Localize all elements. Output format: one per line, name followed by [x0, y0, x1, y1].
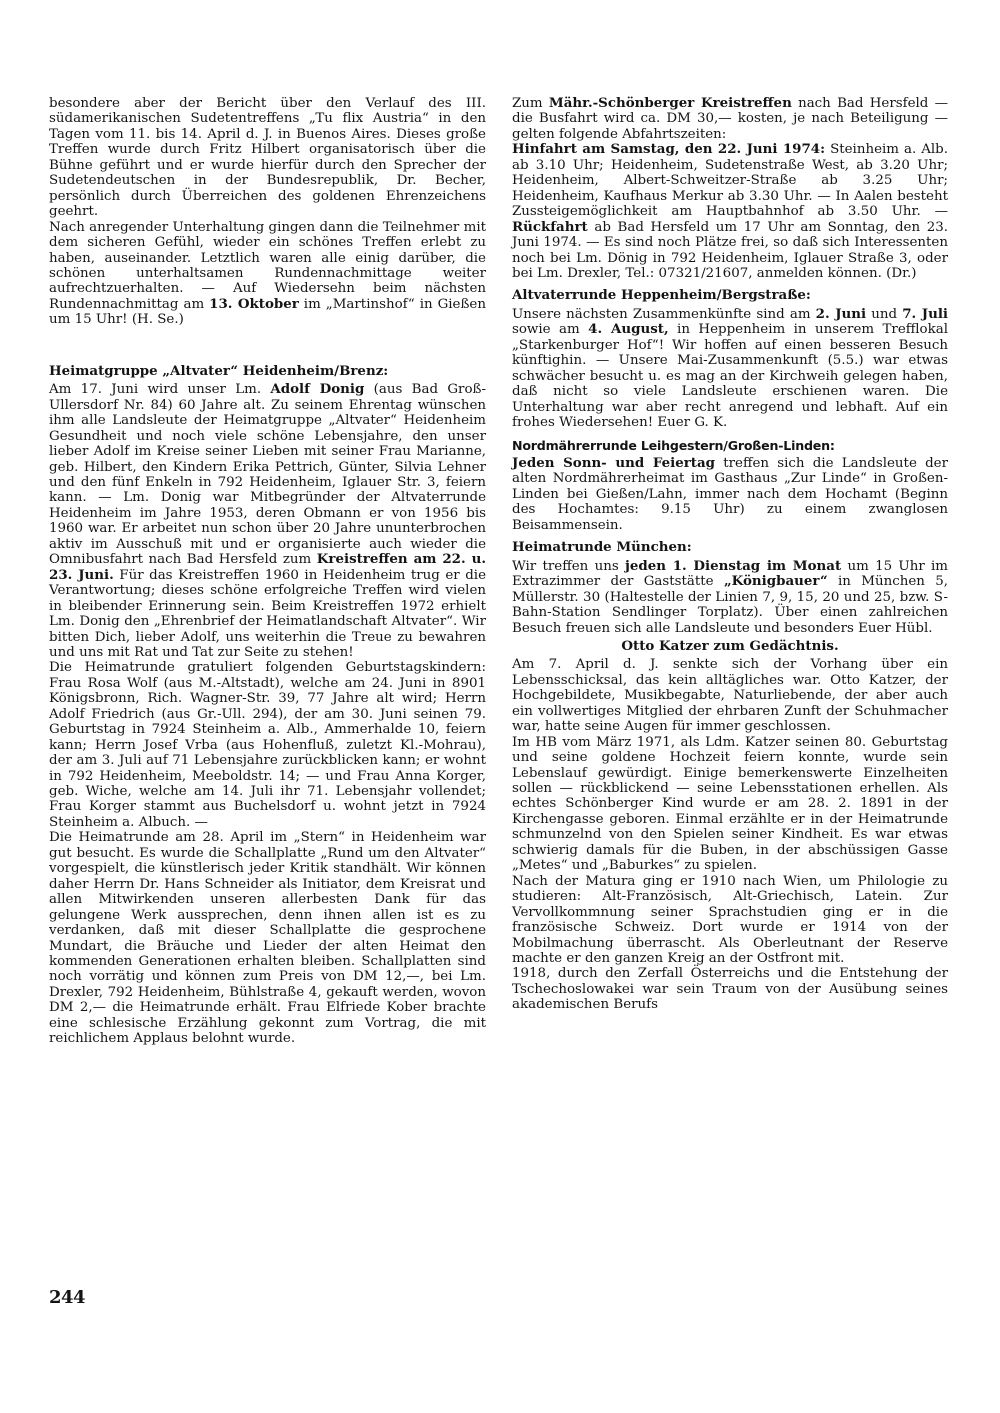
right-column — [512, 96, 948, 1013]
paragraph-katzer-death: Am 7. April d. J. senkte sich der Vorhang über ein Lebensschicksal, das kein alltägliches war. Otto Katzer, der Hochgebildete, Musikbegabte, Naturliebende, der aber auch ein vollwertiges Mitglied der ehrbaren Zunft der Schuhmacher war, hatte seine Augen für immer geschlossen. — [512, 657, 948, 735]
paragraph-adolf-donig: Am 17. Juni wird unser Lm. Adolf Donig (aus Bad Groß-Ullersdorf Nr. 84) 60 Jahre alt. Zu seinem Ehrentag wünschen ihm alle Landsleute der Heimatgruppe „Altvater“ Heidenheim Gesundheit und noch viele schöne Lebensjahre, den unser lieber Adolf im Kreise seiner Lieben mit seiner Frau Marianne, geb. Hilbert, den Kindern Erika Pettrich, Günter, Silvia Lehner und den fünf Enkeln in 792 Heidenheim, Iglauer Str. 3, feiern kann. — Lm. Donig war Mitbegründer der Altvaterrunde Heidenheim im Jahre 1953, deren Obmann er von 1956 bis 1960 war. Er arbeitet nun schon über 20 Jahre ununterbrochen aktiv im Ausschuß mit und er organisierte auch wieder die Omnibusfahrt nach Bad Hersfeld zum Kreistreffen am 22. u. 23. Juni. Für das Kreistreffen 1960 in Heidenheim trug er die Verantwortung; dieses schöne erfolgreiche Treffen wird vielen in bleibender Erinnerung sein. Beim Kreistreffen 1972 erhielt Lm. Donig den „Ehrenbrief der Heimatlandschaft Altvater“. Wir bitten Dich, lieber Adolf, uns weiterhin die Treue zu bewahren und uns mit Rat und Tat zur Seite zu stehen! — [49, 381, 486, 660]
heading-nordmaehrerrunde: Nordmährerrunde Leihgestern/Großen-Linden: — [512, 437, 835, 453]
left-column — [49, 96, 486, 1047]
paragraph-katzer-1918: 1918, durch den Zerfall Österreichs und die Entstehung der Tschechoslowakei war sein Traum von der Ausübung seines akademischen Berufs — [512, 966, 948, 1013]
paragraph-katzer-studies: Nach der Matura ging er 1910 nach Wien, um Philologie zu studieren: Alt-Französisch, Alt-Griechisch, Latein. Zur Vervollkommnung seiner Sprachstudien ging er in die französische Schweiz. Dort wurde er 1914 von der Mobilmachung überrascht. Als Oberleutnant der Reserve machte er den ganzen Kreig an der Ostfront mit. — [512, 873, 948, 967]
paragraph-schallplatte: Die Heimatrunde am 28. April im „Stern“ in Heidenheim war gut besucht. Es wurde die Schallplatte „Rund um den Altvater“ vorgespielt, die künstlerisch jeder Kritik standhält. Wir können daher Herrn Dr. Hans Schneider als Initiator, dem Kreisrat und allen Mitwirkenden unseren allerbesten Dank für das gelungene Werk aussprechen, denn ihnen allen ist es zu verdanken, daß mit dieser Schallplatte die gesprochene Mundart, die Bräuche und Lieder der alten Heimat den kommenden Generationen erhalten bleiben. Schallplatten sind noch vorrätig und können zum Preis von DM 12,—, bei Lm. Drexler, 792 Heidenheim, Bühlstraße 4, gekauft werden, wovon DM 2,— die Heimatrunde erhält. Frau Elfriede Kober brachte eine schlesische Erzählung gekonnt zum Vortrag, die mit reichlichem Applaus belohnt wurde. — [49, 830, 486, 1047]
heading-otto-katzer: Otto Katzer zum Gedächtnis. — [621, 637, 839, 654]
heading-altvaterrunde-heppenheim: Altvaterrunde Heppenheim/Bergstraße: — [512, 287, 811, 304]
paragraph-nordmaehrer: Jeden Sonn- und Feiertag treffen sich die Landsleute der alten Nordmährerheimat im Gasthaus „Zur Linde“ in Großen-Linden bei Gießen/Lahn, immer nach dem Hochamt (Beginn des Hochamtes: 9.15 Uhr) zu einem zwanglosen Beisammensein. — [512, 454, 948, 533]
paragraph-katzer-biography: Im HB vom März 1971, als Ldm. Katzer seinen 80. Geburtstag und seine goldene Hochzeit feiern konnte, wurde sein Lebenslauf gewürdigt. Einige bemerkenswerte Einzelheiten sollen — rückblickend — seine Lebensstationen erhellen. Als echtes Schönberger Kind wurde er am 28. 2. 1891 in der Kirchengasse geboren. Einmal erzählte er in der Heimatrunde schmunzelnd von den Spielen seiner Kindheit. Es war etwas schwierig damals für die Buben, in der abschüssigen Gasse „Metes“ und „Baburkes“ zu spielen. — [512, 734, 948, 874]
paragraph-birthdays: Die Heimatrunde gratuliert folgenden Geburtstagskindern: Frau Rosa Wolf (aus M.-Altstadt), welche am 24. Juni in 8901 Königsbronn, Rich. Wagner-Str. 39, 77 Jahre alt wird; Herrn Adolf Friedrich (aus Gr.-Ull. 294), der am 30. Juni seinen 79. Geburtstag in 7924 Steinheim a. Alb., Ammerhalde 10, feiern kann; Herrn Josef Vrba (aus Hohenfluß, zuletzt Kl.-Mohrau), der am 3. Juli auf 71 Lebensjahre zurückblicken kann; er wohnt in 792 Heidenheim, Meeboldstr. 14; — und Frau Anna Korger, geb. Wiche, welche am 14. Juli ihr 71. Lebensjahr vollendet; Frau Korger stammt aus Buchelsdorf u. wohnt jetzt in 7924 Steinheim a. Albuch. — — [49, 660, 486, 830]
paragraph-buenos-aires-report: besondere aber der Bericht über den Verlauf des III. südamerikanischen Sudetentreffens „Tu flix Austria“ in den Tagen vom 11. bis 14. April d. J. in Buenos Aires. Dieses große Treffen wurde durch Fritz Hilbert organisatorisch über die Bühne geführt und er wurde hierfür durch den Sprecher der Sudetendeutschen in der Bundesrepublik, Dr. Becher, persönlich durch Überreichen des goldenen Ehrenzeichens geehrt. — [49, 96, 486, 220]
paragraph-kreistreffen-bus: Zum Mähr.-Schönberger Kreistreffen nach Bad Hersfeld — die Busfahrt wird ca. DM 30,— kosten, je nach Beteiligung — gelten folgende Abfahrtszeiten: — [512, 95, 949, 142]
paragraph-departure-times: Hinfahrt am Samstag, den 22. Juni 1974: Steinheim a. Alb. ab 3.10 Uhr; Heidenheim, Sudetenstraße West, ab 3.20 Uhr; Heidenheim, Albert-Schweitzer-Straße ab 3.25 Uhr; Heidenheim, Kaufhaus Merkur ab 3.30 Uhr. — In Aalen besteht Zussteigemöglichkeit am Hauptbahnhof ab 3.50 Uhr. — Rückfahrt ab Bad Hersfeld um 17 Uhr am Sonntag, den 23. Juni 1974. — Es sind noch Plätze frei, so daß sich Interessenten noch bei Lm. Dönig in 792 Heidenheim, Iglauer Straße 3, oder bei Lm. Drexler, Tel.: 07321/21607, anmelden können. (Dr.) — [512, 141, 948, 281]
heading-heimatgruppe-heidenheim: Heimatgruppe „Altvater“ Heidenheim/Brenz: — [49, 362, 389, 379]
paragraph-heppenheim: Unsere nächsten Zusammenkünfte sind am 2. Juni und 7. Juli sowie am 4. August, in Heppenheim in unserem Trefflokal „Starkenburger Hof“! Wir hoffen auf einen besseren Besuch künftighin. — Unsere Mai-Zusammenkunft (5.5.) war etwas schwächer besucht u. es mag an der Kirchweih gelegen haben, daß nicht so viele Landsleute erschienen waren. Die Unterhaltung war aber recht anregend und lebhaft. Auf ein frohes Wiedersehen! Euer G. K. — [512, 305, 948, 431]
paragraph-muenchen: Wir treffen uns jeden 1. Dienstag im Monat um 15 Uhr im Extrazimmer der Gaststätte „Königbauer“ in München 5, Müllerstr. 30 (Haltestelle der Linien 7, 9, 15, 20 und 25, bzw. S-Bahn-Station Sendlinger Torplatz). Über einen zahlreichen Besuch freuen sich alle Landsleute und besonders Euer Hübl. — [512, 557, 949, 636]
paragraph-farewell: Nach anregender Unterhaltung gingen dann die Teilnehmer mit dem sicheren Gefühl, wieder ein schönes Treffen erlebt zu haben, auseinander. Letztlich waren alle einig darüber, die schönen unterhaltsamen Rundennachmittage weiter aufrechtzuerhalten. — Auf Wiedersehn beim nächsten Rundennachmittag am 13. Oktober im „Martinshof“ in Gießen um 15 Uhr! (H. Se.) — [49, 219, 486, 328]
heading-heimatrunde-muenchen: Heimatrunde München: — [512, 539, 692, 556]
page-number: 244 — [49, 1287, 86, 1308]
